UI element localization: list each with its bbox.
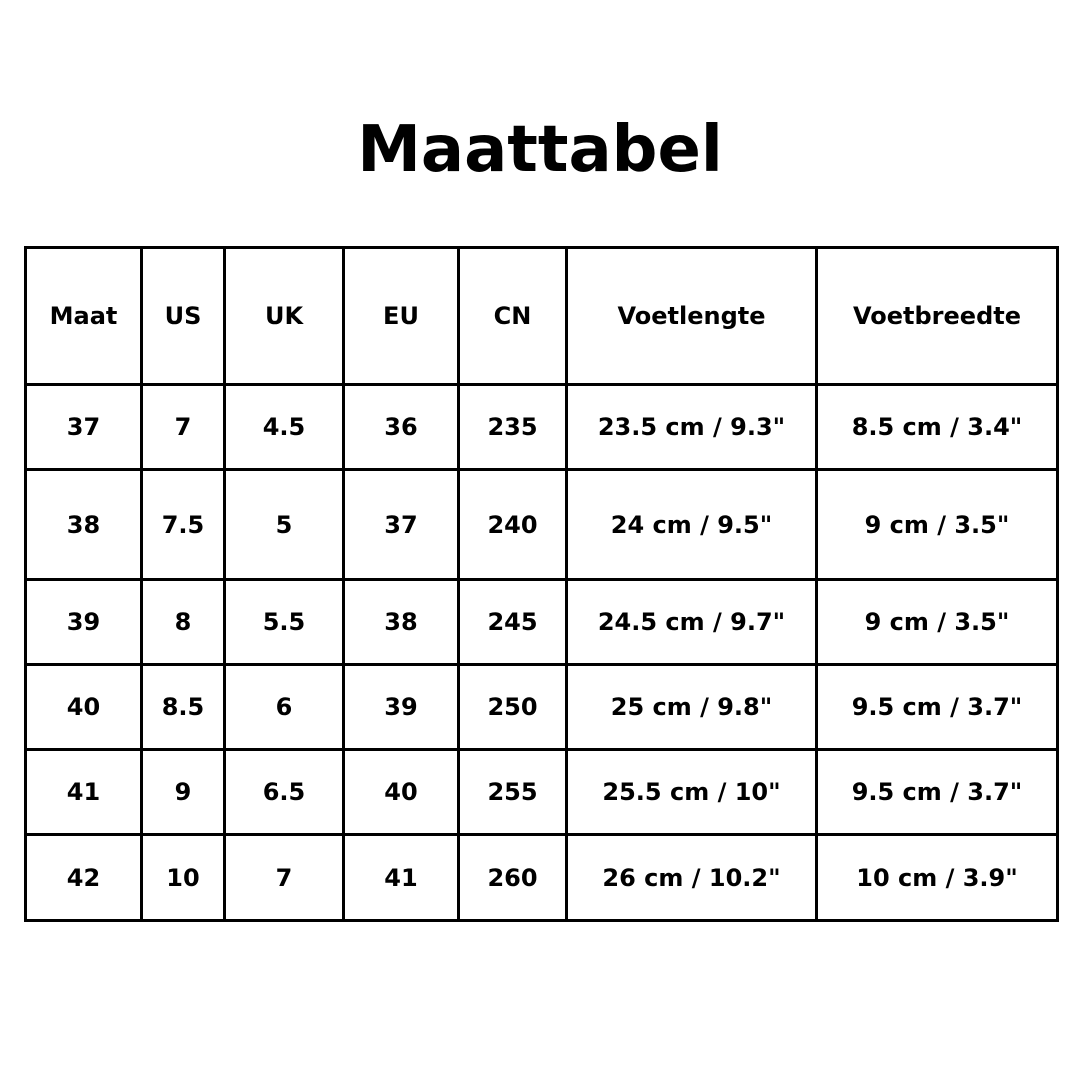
header-us: US <box>142 248 225 385</box>
cell-cn: 255 <box>459 750 567 835</box>
cell-voetbreedte: 9.5 cm / 3.7" <box>817 665 1058 750</box>
header-uk: UK <box>225 248 344 385</box>
size-chart-table <box>24 246 1059 922</box>
cell-voetlengte: 24.5 cm / 9.7" <box>567 580 817 665</box>
cell-cn: 235 <box>459 385 567 470</box>
cell-uk: 4.5 <box>225 385 344 470</box>
table-row <box>26 835 1058 921</box>
cell-voetlengte: 26 cm / 10.2" <box>567 835 817 921</box>
header-eu: EU <box>344 248 459 385</box>
cell-maat: 40 <box>26 665 142 750</box>
table-row <box>26 580 1058 665</box>
header-voetlengte: Voetlengte <box>567 248 817 385</box>
cell-us: 8.5 <box>142 665 225 750</box>
cell-cn: 240 <box>459 470 567 580</box>
cell-uk: 5 <box>225 470 344 580</box>
cell-voetlengte: 23.5 cm / 9.3" <box>567 385 817 470</box>
cell-eu: 39 <box>344 665 459 750</box>
cell-cn: 245 <box>459 580 567 665</box>
cell-voetbreedte: 9 cm / 3.5" <box>817 580 1058 665</box>
cell-voetlengte: 25 cm / 9.8" <box>567 665 817 750</box>
cell-us: 10 <box>142 835 225 921</box>
cell-eu: 40 <box>344 750 459 835</box>
table-row <box>26 385 1058 470</box>
cell-eu: 41 <box>344 835 459 921</box>
cell-maat: 41 <box>26 750 142 835</box>
cell-us: 9 <box>142 750 225 835</box>
cell-eu: 37 <box>344 470 459 580</box>
table-row <box>26 750 1058 835</box>
cell-maat: 39 <box>26 580 142 665</box>
cell-voetlengte: 25.5 cm / 10" <box>567 750 817 835</box>
cell-maat: 38 <box>26 470 142 580</box>
cell-uk: 7 <box>225 835 344 921</box>
cell-voetbreedte: 9 cm / 3.5" <box>817 470 1058 580</box>
cell-cn: 250 <box>459 665 567 750</box>
cell-uk: 6 <box>225 665 344 750</box>
cell-us: 7 <box>142 385 225 470</box>
cell-uk: 6.5 <box>225 750 344 835</box>
cell-us: 8 <box>142 580 225 665</box>
cell-eu: 38 <box>344 580 459 665</box>
cell-maat: 37 <box>26 385 142 470</box>
table-row <box>26 665 1058 750</box>
cell-voetlengte: 24 cm / 9.5" <box>567 470 817 580</box>
cell-eu: 36 <box>344 385 459 470</box>
header-cn: CN <box>459 248 567 385</box>
cell-maat: 42 <box>26 835 142 921</box>
cell-voetbreedte: 9.5 cm / 3.7" <box>817 750 1058 835</box>
cell-voetbreedte: 10 cm / 3.9" <box>817 835 1058 921</box>
cell-us: 7.5 <box>142 470 225 580</box>
table-row <box>26 470 1058 580</box>
cell-uk: 5.5 <box>225 580 344 665</box>
cell-voetbreedte: 8.5 cm / 3.4" <box>817 385 1058 470</box>
page-title: Maattabel <box>357 113 723 187</box>
header-voetbreedte: Voetbreedte <box>817 248 1058 385</box>
header-row <box>26 248 1058 385</box>
header-maat: Maat <box>26 248 142 385</box>
cell-cn: 260 <box>459 835 567 921</box>
